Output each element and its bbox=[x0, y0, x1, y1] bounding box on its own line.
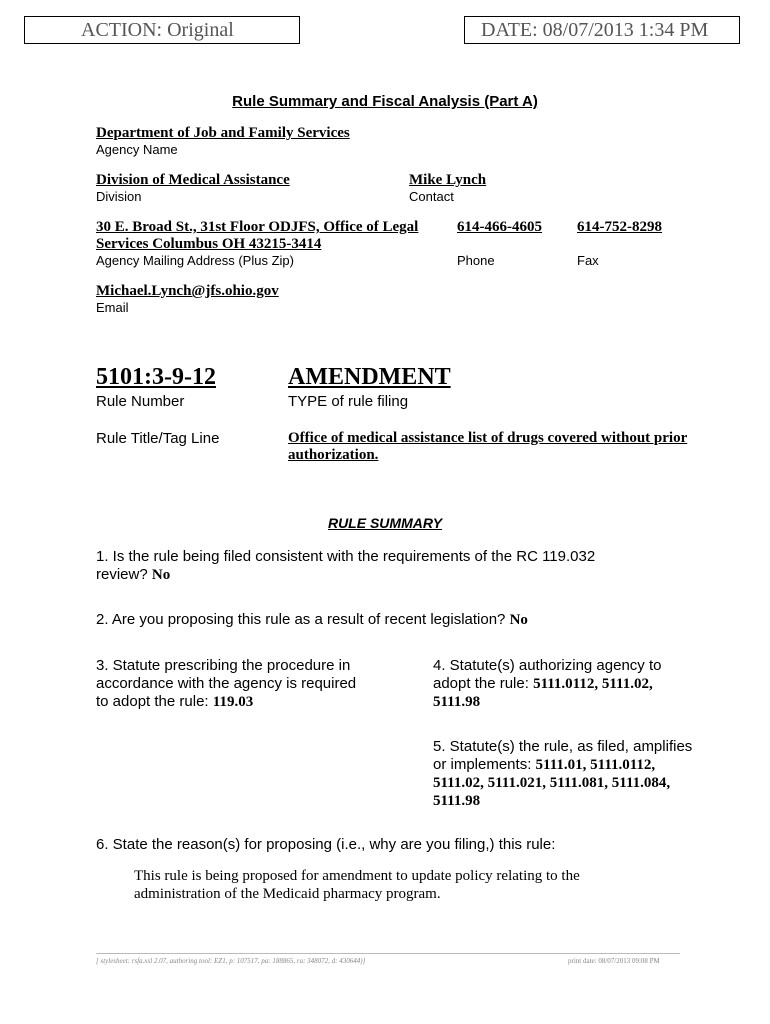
division-name: Division of Medical Assistance bbox=[96, 172, 290, 188]
rule-type-label: TYPE of rule filing bbox=[288, 393, 409, 410]
agency-name: Department of Job and Family Services bbox=[96, 125, 350, 141]
question-4-text: adopt the rule: bbox=[433, 675, 529, 692]
question-6: 6. State the reason(s) for proposing (i.e., why are you filing,) this rule: bbox=[96, 836, 556, 853]
question-3-line-2: accordance with the agency is required bbox=[96, 675, 357, 692]
page-title: Rule Summary and Fiscal Analysis (Part A) bbox=[232, 93, 538, 110]
question-3-answer: 119.03 bbox=[212, 694, 254, 710]
email-address: Michael.Lynch@jfs.ohio.gov bbox=[96, 283, 279, 299]
rule-title-line-1: Office of medical assistance list of drugs covered without prior bbox=[288, 430, 688, 446]
footer-print-date: print date: 08/07/2013 09:08 PM bbox=[568, 957, 660, 965]
question-3-text: to adopt the rule: bbox=[96, 693, 209, 710]
question-5-answer-b: 5111.02, 5111.021, 5111.081, 5111.084, bbox=[433, 775, 671, 791]
rule-title-line-2: authorization. bbox=[288, 447, 379, 463]
date-box bbox=[464, 16, 740, 44]
question-2-answer: No bbox=[509, 612, 528, 628]
question-1-answer: No bbox=[151, 567, 171, 583]
agency-name-label: Agency Name bbox=[96, 142, 178, 157]
action-box bbox=[24, 16, 300, 44]
action-text: ACTION: Original bbox=[81, 19, 234, 41]
question-3 bbox=[96, 657, 416, 711]
rule-title-label: Rule Title/Tag Line bbox=[96, 430, 220, 447]
question-4-line-1: 4. Statute(s) authorizing agency to bbox=[433, 657, 662, 674]
question-5-answer-a: 5111.01, 5111.0112, bbox=[535, 757, 656, 773]
footer-divider bbox=[96, 953, 680, 954]
email-label: Email bbox=[96, 300, 129, 315]
question-2-text: 2. Are you proposing this rule as a result of recent legislation? bbox=[96, 611, 506, 628]
rule-number-label: Rule Number bbox=[96, 393, 185, 410]
fax-label: Fax bbox=[577, 253, 599, 268]
question-5-line-2 bbox=[433, 756, 743, 774]
rule-type: AMENDMENT bbox=[288, 364, 451, 390]
question-5-text: or implements: bbox=[433, 756, 532, 773]
question-3-line-3 bbox=[96, 693, 416, 711]
question-2 bbox=[96, 611, 736, 629]
footer-stylesheet-info: [ stylesheet: rsfa.xsl 2.07, authoring tool: EZ1, p: 107517, pa: 188865, ra: 348072, d: 430644)] bbox=[96, 957, 366, 965]
fax-number: 614-752-8298 bbox=[577, 219, 662, 235]
question-1-line-2 bbox=[96, 566, 736, 584]
address-line-1: 30 E. Broad St., 31st Floor ODJFS, Office of Legal bbox=[96, 219, 419, 235]
question-4 bbox=[433, 657, 743, 711]
question-5-answer-c: 5111.98 bbox=[433, 793, 481, 809]
question-6-answer-line-2: administration of the Medicaid pharmacy program. bbox=[134, 886, 441, 902]
date-text: DATE: 08/07/2013 1:34 PM bbox=[481, 19, 709, 41]
question-1-line-1: 1. Is the rule being filed consistent with the requirements of the RC 119.032 bbox=[96, 548, 596, 565]
question-3-line-1: 3. Statute prescribing the procedure in bbox=[96, 657, 351, 674]
question-5-line-1: 5. Statute(s) the rule, as filed, amplifies bbox=[433, 738, 693, 755]
rule-number: 5101:3-9-12 bbox=[96, 364, 216, 390]
phone-number: 614-466-4605 bbox=[457, 219, 542, 235]
contact-name: Mike Lynch bbox=[409, 172, 487, 188]
address-label: Agency Mailing Address (Plus Zip) bbox=[96, 253, 294, 268]
division-label: Division bbox=[96, 189, 142, 204]
phone-label: Phone bbox=[457, 253, 495, 268]
question-4-answer-a: 5111.0112, 5111.02, bbox=[533, 676, 653, 692]
question-4-answer-b: 5111.98 bbox=[433, 694, 481, 710]
question-5 bbox=[433, 738, 743, 810]
question-6-answer bbox=[134, 867, 734, 903]
question-1-text: review? bbox=[96, 566, 148, 583]
contact-label: Contact bbox=[409, 189, 454, 204]
question-6-answer-line-1: This rule is being proposed for amendment to update policy relating to the bbox=[134, 868, 580, 884]
address-line-2: Services Columbus OH 43215-3414 bbox=[96, 236, 322, 252]
question-4-line-2 bbox=[433, 675, 743, 693]
rule-summary-heading: RULE SUMMARY bbox=[327, 515, 443, 531]
question-1 bbox=[96, 548, 736, 584]
